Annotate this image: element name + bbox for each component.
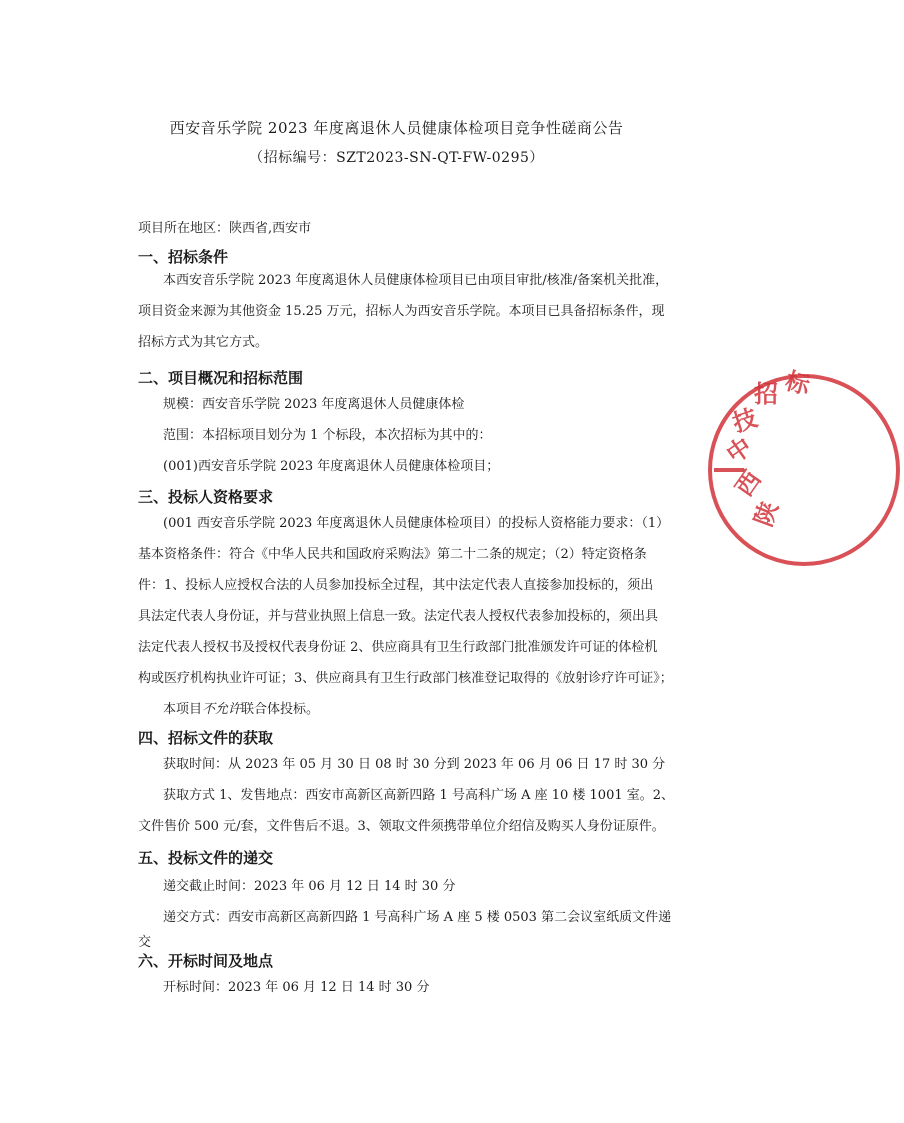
joint-bid-suffix: 联合体投标。 [241, 702, 320, 717]
section-heading-3: 三、投标人资格要求 [138, 488, 274, 506]
section-heading-6: 六、开标时间及地点 [138, 952, 274, 970]
acquire-method-cont: 文件售价 500 元/套，文件售后不退。3、领取文件须携带单位介绍信及购买人身份证原件。 [138, 819, 665, 834]
section-2-line: (001)西安音乐学院 2023 年度离退休人员健康体检项目； [163, 459, 500, 474]
section-2-line: 规模：西安音乐学院 2023 年度离退休人员健康体检 [163, 397, 465, 412]
joint-bid-prefix: 本项目 [163, 702, 203, 717]
section-1-line: 项目资金来源为其他资金 15.25 万元，招标人为西安音乐学院。本项目已具备招标条件，现 [138, 304, 665, 319]
section-1-line: 本西安音乐学院 2023 年度离退休人员健康体检项目已由项目审批/核准/备案机关批准， [163, 273, 669, 288]
section-3-line: 构或医疗机构执业许可证；3、供应商具有卫生行政部门核准登记取得的《放射诊疗许可证》； [138, 671, 673, 686]
svg-text:技: 技 [729, 403, 761, 438]
svg-text:陕: 陕 [749, 497, 784, 531]
svg-text:招: 招 [754, 380, 778, 408]
document-title: 西安音乐学院 2023 年度离退休人员健康体检项目竞争性磋商公告 [169, 119, 624, 137]
svg-text:中: 中 [721, 432, 758, 469]
red-seal-stamp [704, 366, 904, 570]
section-3-line: 法定代表人授权书及授权代表身份证 2、供应商具有卫生行政部门批准颁发许可证的体检机 [138, 640, 658, 655]
svg-text:西: 西 [729, 465, 767, 502]
section-3-line: 基本资格条件：符合《中华人民共和国政府采购法》第二十二条的规定；（2）特定资格条 [138, 547, 647, 562]
section-1-line: 招标方式为其它方式。 [138, 335, 269, 350]
project-region: 项目所在地区：陕西省,西安市 [138, 221, 312, 236]
section-heading-2: 二、项目概况和招标范围 [138, 369, 304, 387]
section-heading-5: 五、投标文件的递交 [138, 849, 274, 867]
submit-method-cont: 交 [138, 935, 152, 950]
section-2-line: 范围：本招标项目划分为 1 个标段，本次招标为其中的： [163, 428, 492, 443]
tender-code: （招标编号：SZT2023-SN-QT-FW-0295） [249, 150, 544, 166]
joint-bid-note [163, 700, 319, 720]
joint-bid-not-allowed: 不允许 [202, 702, 242, 717]
section-3-line: 具法定代表人身份证，并与营业执照上信息一致。法定代表人授权代表参加投标的，须出具 [138, 609, 659, 624]
svg-text:标: 标 [782, 366, 813, 401]
submit-method: 递交方式：西安市高新区高新四路 1 号高科广场 A 座 5 楼 0503 第二会议室纸质文件递 [163, 910, 672, 925]
acquire-time: 获取时间：从 2023 年 05 月 30 日 08 时 30 分到 2023 年 06 月 06 日 17 时 30 分 [163, 757, 666, 772]
submit-deadline: 递交截止时间：2023 年 06 月 12 日 14 时 30 分 [163, 879, 456, 894]
opening-time: 开标时间：2023 年 06 月 12 日 14 时 30 分 [163, 980, 430, 995]
section-3-line: (001 西安音乐学院 2023 年度离退休人员健康体检项目）的投标人资格能力要求：（1） [163, 516, 670, 531]
section-heading-1: 一、招标条件 [138, 248, 229, 266]
section-3-line: 件：1、投标人应授权合法的人员参加投标全过程，其中法定代表人直接参加投标的，须出 [138, 578, 654, 593]
acquire-method: 获取方式 1、发售地点：西安市高新区高新四路 1 号高科广场 A 座 10 楼 1001 室。2、 [163, 788, 675, 803]
section-heading-4: 四、招标文件的获取 [138, 729, 274, 747]
